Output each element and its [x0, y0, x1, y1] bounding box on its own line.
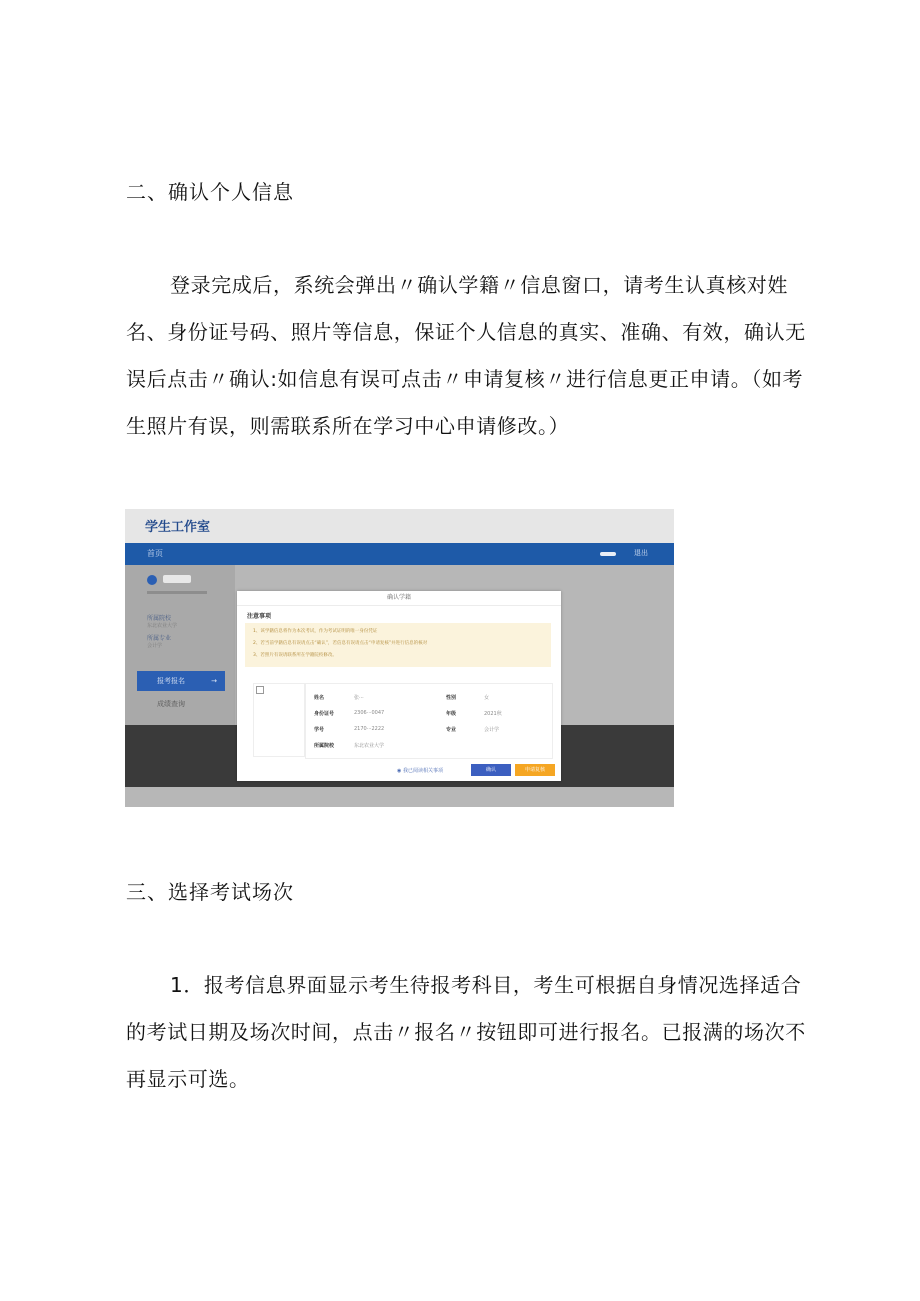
- field-value-gender: 女: [484, 695, 490, 701]
- notice-line: 3、若照片有误请联系所在学籍院校修改。: [253, 653, 337, 658]
- field-label-school: 所属院校: [314, 743, 335, 749]
- sidebar-item-registration[interactable]: [137, 671, 225, 691]
- confirm-button[interactable]: 确认: [471, 764, 511, 776]
- student-info-table: [305, 683, 553, 759]
- notice-box: [245, 623, 551, 667]
- field-label-id: 身份证号: [314, 711, 335, 717]
- section-paragraph: 登录完成后，系统会弹出〃确认学籍〃信息窗口，请考生认真核对姓名、身份证号码、照片等信息，保证个人信息的真实、准确、有效，确认无误后点击〃确认:如信息有误可点击〃申请复核〃进行信息更正申请。（如考生照片有误，则需联系所在学习中心申请修改。）: [126, 273, 806, 438]
- field-value-school: 东北农业大学: [354, 743, 385, 749]
- user-sub-redacted: [147, 591, 207, 594]
- avatar: [147, 575, 157, 585]
- read-notice-checkbox[interactable]: ◉ 我已阅读相关事项: [397, 768, 443, 774]
- field-value-name: 张···: [354, 695, 364, 701]
- field-label-student-no: 学号: [314, 727, 325, 733]
- arrow-right-icon: →: [211, 677, 217, 685]
- sidebar-value-school: 东北农业大学: [147, 623, 178, 629]
- section-heading: 二、确认个人信息: [126, 180, 294, 204]
- nav-bar: [125, 543, 674, 565]
- app-header: [125, 509, 674, 543]
- sidebar-label-school: 所属院校: [147, 615, 172, 622]
- notice-line: 1、该学籍信息将作为本次考试，作为考试证明的唯一身份凭证: [253, 629, 378, 634]
- nav-home-link[interactable]: 首页: [147, 549, 163, 558]
- sidebar-item-scores[interactable]: 成绩查询: [157, 700, 185, 708]
- notice-title: 注意事项: [247, 613, 272, 620]
- broken-image-icon: [256, 686, 264, 694]
- field-label-grade: 年级: [446, 711, 457, 717]
- sidebar-label-major: 所属专业: [147, 635, 172, 642]
- confirm-enrollment-dialog: [237, 591, 561, 781]
- sidebar-item-label: 报考报名: [157, 677, 185, 685]
- field-value-grade: 2021秋: [484, 711, 502, 717]
- embedded-screenshot: [125, 509, 674, 807]
- user-name-redacted: [163, 575, 191, 583]
- field-value-id: 2306···0047: [354, 710, 385, 716]
- sidebar-value-major: 会计学: [147, 643, 163, 649]
- apply-review-button[interactable]: 申请复核: [515, 764, 555, 776]
- field-value-student-no: 2170···2222: [354, 726, 385, 732]
- field-label-gender: 性别: [446, 695, 457, 701]
- section-heading: 三、选择考试场次: [126, 880, 294, 904]
- section-paragraph: 1．报考信息界面显示考生待报考科目，考生可根据自身情况选择适合的考试日期及场次时间，点击〃报名〃按钮即可进行报名。已报满的场次不再显示可选。: [126, 973, 806, 1091]
- notice-line: 2、若当前学籍信息有误请点击“确认”，若信息有误请点击“申请复核”并进行信息的核对: [253, 641, 428, 646]
- app-title: 学生工作室: [145, 520, 211, 535]
- field-label-name: 姓名: [314, 695, 325, 701]
- field-value-major: 会计学: [484, 727, 500, 733]
- student-photo: [253, 683, 305, 757]
- dialog-title: 确认学籍: [237, 591, 561, 606]
- field-label-major: 专业: [446, 727, 457, 733]
- user-menu[interactable]: [600, 552, 616, 556]
- logout-link[interactable]: 退出: [634, 549, 648, 557]
